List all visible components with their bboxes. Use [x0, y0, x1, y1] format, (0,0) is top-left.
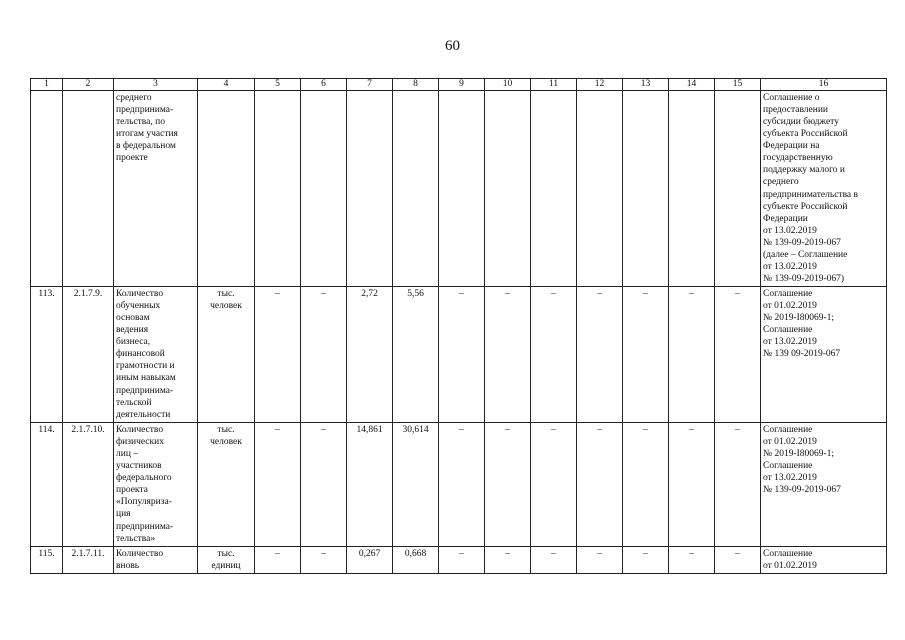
table-cell-col16: Соглашение от 01.02.2019 № 2019-I80069-1; Соглашение от 13.02.2019 № 139-09-2019-067 — [761, 423, 887, 547]
table-row — [31, 546, 887, 573]
table-cell-col10: – — [485, 287, 531, 423]
table-cell-col10 — [485, 91, 531, 287]
table-cell-col13: – — [623, 287, 669, 423]
table-cell-col7: 14,861 — [347, 423, 393, 547]
column-header: 10 — [485, 79, 531, 91]
table-cell-col11: – — [531, 287, 577, 423]
column-header: 15 — [715, 79, 761, 91]
table-cell-col12: – — [577, 546, 623, 573]
table-cell-col2: 2.1.7.11. — [63, 546, 114, 573]
table-cell-col5: – — [255, 423, 301, 547]
table-cell-col3: Количество вновь — [114, 546, 198, 573]
column-header: 6 — [301, 79, 347, 91]
table-cell-col6 — [301, 91, 347, 287]
table-cell-col7: 0,267 — [347, 546, 393, 573]
table-cell-col5 — [255, 91, 301, 287]
table-cell-col9: – — [439, 287, 485, 423]
table-cell-col5: – — [255, 287, 301, 423]
column-header: 16 — [761, 79, 887, 91]
table-cell-col15: – — [715, 423, 761, 547]
table-cell-col8 — [393, 91, 439, 287]
table-cell-col5: – — [255, 546, 301, 573]
table-cell-col7: 2,72 — [347, 287, 393, 423]
column-header: 11 — [531, 79, 577, 91]
table-cell-col16: Соглашение от 01.02.2019 № 2019-I80069-1; Соглашение от 13.02.2019 № 139 09-2019-067 — [761, 287, 887, 423]
column-header: 8 — [393, 79, 439, 91]
table-row — [31, 91, 887, 287]
table-cell-col6: – — [301, 287, 347, 423]
table-cell-col8: 0,668 — [393, 546, 439, 573]
table-cell-col1: 113. — [31, 287, 63, 423]
column-header: 14 — [669, 79, 715, 91]
table-cell-col9: – — [439, 546, 485, 573]
column-header: 3 — [114, 79, 198, 91]
table-cell-col6: – — [301, 546, 347, 573]
table-cell-col16: Соглашение от 01.02.2019 — [761, 546, 887, 573]
table-cell-col13 — [623, 91, 669, 287]
table-cell-col3: Количество обученных основам ведения бизнеса, финансовой грамотности и иным навыкам предпринима- тельской деятельности — [114, 287, 198, 423]
table-cell-col11: – — [531, 423, 577, 547]
table-cell-col3: Количество физических лиц – участников федерального проекта «Популяриза- ция предпринима- тельства» — [114, 423, 198, 547]
column-header: 5 — [255, 79, 301, 91]
table-cell-col14 — [669, 91, 715, 287]
column-header: 13 — [623, 79, 669, 91]
table-cell-col4 — [198, 91, 255, 287]
table-cell-col8: 30,614 — [393, 423, 439, 547]
table-row — [31, 287, 887, 423]
table-cell-col15: – — [715, 546, 761, 573]
table-cell-col9 — [439, 91, 485, 287]
table-cell-col8: 5,56 — [393, 287, 439, 423]
column-header: 4 — [198, 79, 255, 91]
table-cell-col16: Соглашение о предоставлении субсидии бюджету субъекта Российской Федерации на государственную поддержку малого и среднего предпринимательства в субъекте Российской Федерации от 13.02.2019 № 139-09-2019-067 (далее – Соглашение от 13.02.2019 № 139-09-2019-067) — [761, 91, 887, 287]
table-cell-col2: 2.1.7.9. — [63, 287, 114, 423]
table-header-row — [31, 79, 887, 91]
table-cell-col13: – — [623, 546, 669, 573]
table-cell-col1: 114. — [31, 423, 63, 547]
table-cell-col3: среднего предпринима- тельства, по итогам участия в федеральном проекте — [114, 91, 198, 287]
table-cell-col11 — [531, 91, 577, 287]
column-header: 7 — [347, 79, 393, 91]
table-cell-col1 — [31, 91, 63, 287]
table-cell-col4: тыс. единиц — [198, 546, 255, 573]
column-header: 9 — [439, 79, 485, 91]
column-header: 2 — [63, 79, 114, 91]
column-header: 1 — [31, 79, 63, 91]
table-cell-col10: – — [485, 546, 531, 573]
data-table — [30, 78, 887, 574]
table-cell-col15: – — [715, 287, 761, 423]
table-cell-col12: – — [577, 287, 623, 423]
table-cell-col12: – — [577, 423, 623, 547]
column-header: 12 — [577, 79, 623, 91]
table-cell-col2 — [63, 91, 114, 287]
table-cell-col13: – — [623, 423, 669, 547]
table-cell-col14: – — [669, 287, 715, 423]
table-cell-col2: 2.1.7.10. — [63, 423, 114, 547]
table-cell-col14: – — [669, 423, 715, 547]
table-cell-col15 — [715, 91, 761, 287]
table-cell-col4: тыс. человек — [198, 287, 255, 423]
table-cell-col14: – — [669, 546, 715, 573]
table-cell-col10: – — [485, 423, 531, 547]
table-cell-col11: – — [531, 546, 577, 573]
table-row — [31, 423, 887, 547]
table-cell-col9: – — [439, 423, 485, 547]
page-number: 60 — [445, 38, 460, 54]
table-cell-col1: 115. — [31, 546, 63, 573]
table-cell-col7 — [347, 91, 393, 287]
table-cell-col6: – — [301, 423, 347, 547]
table-cell-col4: тыс. человек — [198, 423, 255, 547]
table-cell-col12 — [577, 91, 623, 287]
